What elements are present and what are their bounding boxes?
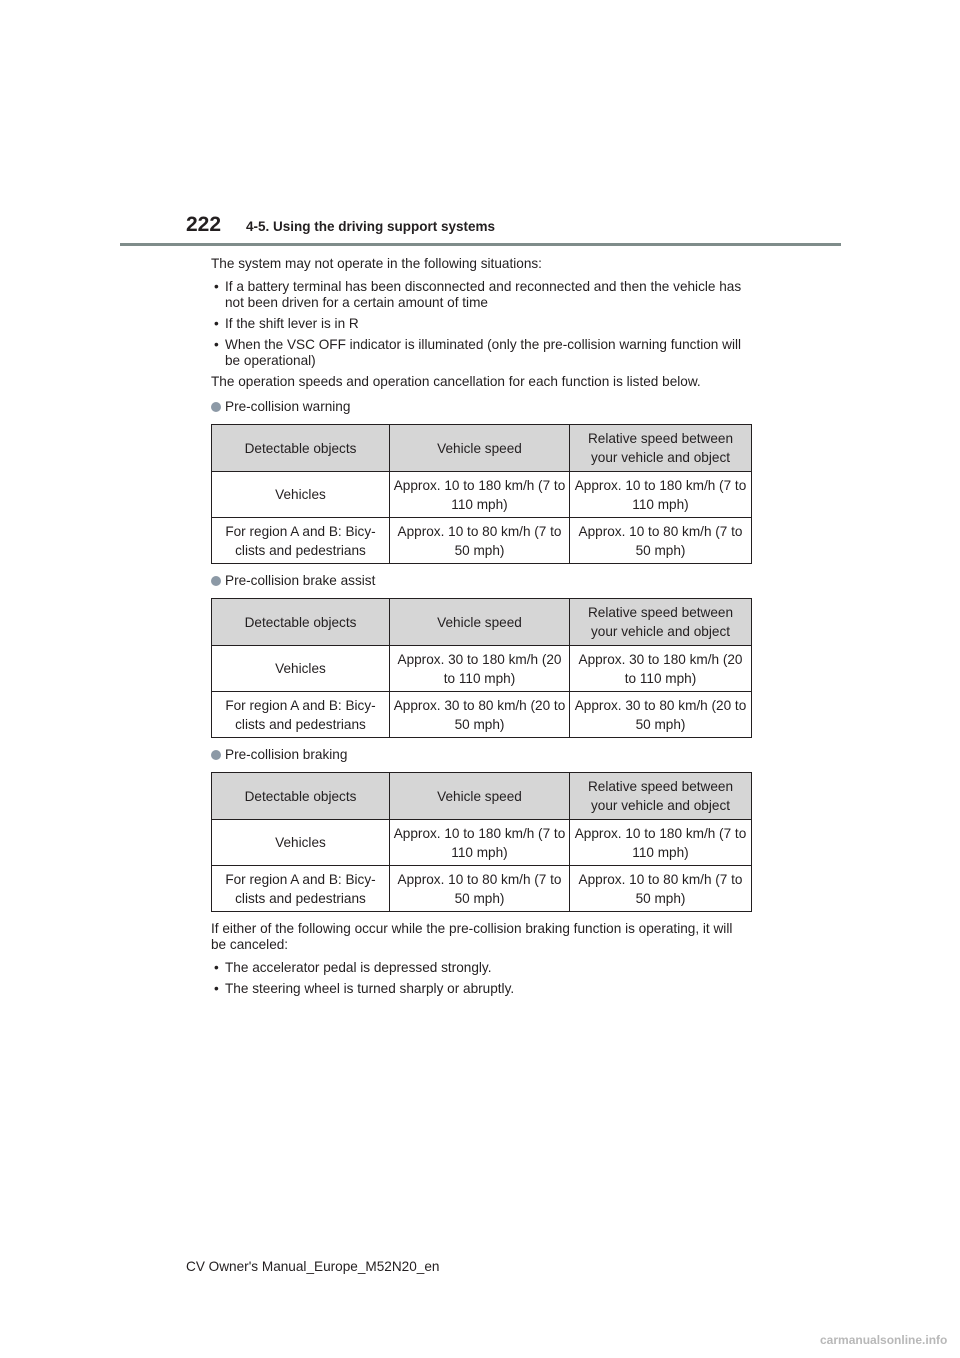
table-cell: Approx. 30 to 180 km/h (20 to 110 mph) — [390, 646, 570, 692]
speed-table-pre-collision-warning — [211, 424, 752, 564]
table-cell: Approx. 10 to 80 km/h (7 to 50 mph) — [390, 866, 570, 912]
table-row — [212, 472, 752, 518]
table-cell: Vehicles — [212, 472, 390, 518]
header-divider — [120, 243, 841, 246]
page-number: 222 — [186, 213, 222, 236]
table-header-row — [212, 773, 752, 820]
condition-item: • If a battery terminal has been disconnected and reconnected and then the vehicle has not been driven for a certain amount of time — [211, 279, 751, 311]
table-cell: For region A and B: Bicy-clists and pedestrians — [212, 518, 390, 564]
cancel-conditions-list — [211, 960, 751, 997]
section-heading-label: Pre-collision braking — [225, 747, 348, 762]
header-cell: Relative speed between your vehicle and object — [570, 425, 752, 472]
table-cell: Approx. 30 to 80 km/h (20 to 50 mph) — [390, 692, 570, 738]
header-cell: Detectable objects — [212, 599, 390, 646]
condition-item: • When the VSC OFF indicator is illuminated (only the pre-collision warning function will be operational) — [211, 337, 751, 369]
table-cell: Approx. 10 to 180 km/h (7 to 110 mph) — [390, 820, 570, 866]
speed-table-pre-collision-brake-assist — [211, 598, 752, 738]
section-title: 4-5. Using the driving support systems — [246, 219, 496, 234]
table-row — [212, 866, 752, 912]
table-row — [212, 518, 752, 564]
table-cell: Approx. 30 to 80 km/h (20 to 50 mph) — [570, 692, 752, 738]
table-row — [212, 692, 752, 738]
table-cell: For region A and B: Bicy-clists and pedestrians — [212, 866, 390, 912]
table-cell: Approx. 10 to 180 km/h (7 to 110 mph) — [390, 472, 570, 518]
page-content — [211, 256, 751, 1002]
section-heading-pre-collision-warning — [211, 399, 751, 415]
table-cell: Approx. 10 to 180 km/h (7 to 110 mph) — [570, 820, 752, 866]
cancel-condition-item: • The steering wheel is turned sharply or abruptly. — [211, 981, 751, 997]
section-heading-label: Pre-collision warning — [225, 399, 351, 414]
header-cell: Vehicle speed — [390, 425, 570, 472]
header-cell: Relative speed between your vehicle and object — [570, 599, 752, 646]
condition-item: • If the shift lever is in R — [211, 316, 751, 332]
operation-note: The operation speeds and operation cancellation for each function is listed below. — [211, 374, 701, 389]
bullet-circle-icon — [211, 576, 221, 586]
table-cell: Approx. 30 to 180 km/h (20 to 110 mph) — [570, 646, 752, 692]
speed-table-pre-collision-braking — [211, 772, 752, 912]
table-cell: Approx. 10 to 80 km/h (7 to 50 mph) — [570, 518, 752, 564]
table-cell: For region A and B: Bicy-clists and pedestrians — [212, 692, 390, 738]
table-header-row — [212, 425, 752, 472]
footer-manual-id: CV Owner's Manual_Europe_M52N20_en — [186, 1259, 440, 1274]
header-cell: Detectable objects — [212, 773, 390, 820]
header-cell: Vehicle speed — [390, 599, 570, 646]
table-cell: Approx. 10 to 180 km/h (7 to 110 mph) — [570, 472, 752, 518]
table-cell: Approx. 10 to 80 km/h (7 to 50 mph) — [570, 866, 752, 912]
table-row — [212, 646, 752, 692]
intro-text: The system may not operate in the following situations: — [211, 256, 542, 271]
header-cell: Vehicle speed — [390, 773, 570, 820]
conditions-list — [211, 279, 751, 369]
table-row — [212, 820, 752, 866]
bullet-circle-icon — [211, 750, 221, 760]
cancel-condition-item: • The accelerator pedal is depressed strongly. — [211, 960, 751, 976]
table-cell: Vehicles — [212, 646, 390, 692]
header-cell: Relative speed between your vehicle and object — [570, 773, 752, 820]
cancel-note: If either of the following occur while the pre-collision braking function is operating, it will be canceled: — [211, 921, 733, 952]
section-heading-pre-collision-braking — [211, 747, 751, 763]
table-cell: Vehicles — [212, 820, 390, 866]
header-cell: Detectable objects — [212, 425, 390, 472]
table-cell: Approx. 10 to 80 km/h (7 to 50 mph) — [390, 518, 570, 564]
section-heading-label: Pre-collision brake assist — [225, 573, 376, 588]
bullet-circle-icon — [211, 402, 221, 412]
section-heading-pre-collision-brake-assist — [211, 573, 751, 589]
table-header-row — [212, 599, 752, 646]
watermark: carmanualsonline.info — [820, 1333, 948, 1347]
